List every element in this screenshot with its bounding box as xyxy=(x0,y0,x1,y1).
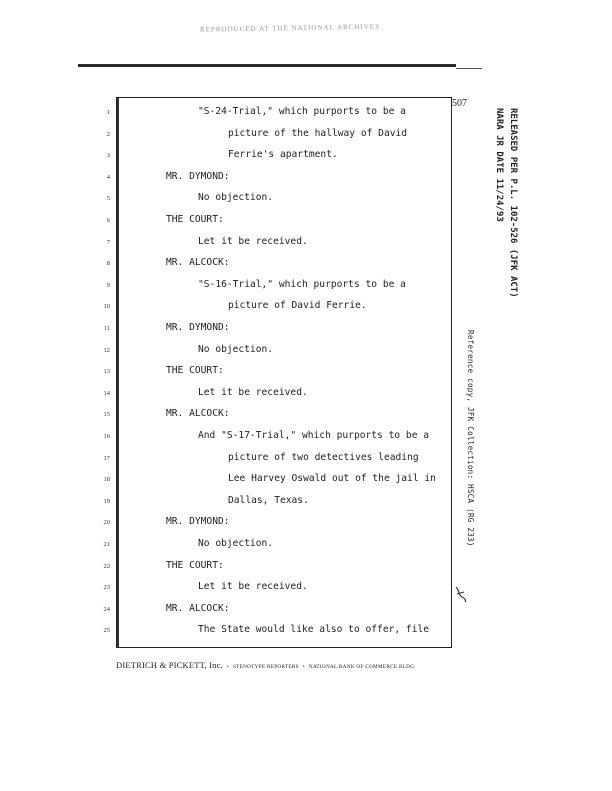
line-number: 1 xyxy=(106,109,110,116)
line-number: 11 xyxy=(103,325,110,332)
line-text: And "S-17-Trial," which purports to be a xyxy=(198,430,430,441)
line-text: THE COURT: xyxy=(166,559,224,571)
line-text: MR. ALCOCK: xyxy=(166,257,230,269)
line-text: "S-24-Trial," which purports to be a xyxy=(198,106,406,117)
line-text: No objection. xyxy=(198,192,274,204)
line-text: THE COURT: xyxy=(166,365,224,377)
line-text: Ferrie's apartment. xyxy=(228,149,338,161)
line-number: 5 xyxy=(106,195,110,203)
line-number: 21 xyxy=(103,541,110,548)
line-number: 22 xyxy=(103,562,110,570)
line-text: MR. DYMOND: xyxy=(166,170,230,182)
line-number: 3 xyxy=(106,152,110,160)
line-text: Let it be received. xyxy=(198,386,308,398)
line-number: 25 xyxy=(103,627,110,635)
line-number: 18 xyxy=(103,476,110,484)
line-text: MR. ALCOCK: xyxy=(166,408,230,420)
line-number: 16 xyxy=(103,433,110,440)
line-number: 17 xyxy=(103,454,110,462)
line-number: 20 xyxy=(103,519,110,527)
top-rule xyxy=(78,64,456,67)
line-text: No objection. xyxy=(198,343,274,355)
firm-name: DIETRICH & PICKETT, Inc. xyxy=(116,660,223,670)
line-number: 13 xyxy=(103,368,110,376)
line-text: The State would like also to offer, file xyxy=(198,624,430,636)
line-number: 7 xyxy=(106,238,110,246)
footer-separator: • xyxy=(226,664,229,670)
line-text: MR. DYMOND: xyxy=(166,516,230,528)
line-text: Lee Harvey Oswald out of the jail in xyxy=(228,473,436,485)
reference-copy-note: Reference copy, JFK Collection: HSCA (RG 233) xyxy=(466,330,475,547)
line-text: Let it be received. xyxy=(198,235,308,247)
line-number: 24 xyxy=(103,605,110,613)
line-number: 19 xyxy=(103,497,110,505)
line-text: No objection. xyxy=(198,538,274,549)
line-number: 4 xyxy=(106,173,110,181)
footer-reporters: STENOTYPE REPORTERS xyxy=(233,664,299,670)
line-text: "S-16-Trial," which purports to be a xyxy=(198,278,406,290)
line-number: 23 xyxy=(103,584,110,592)
line-number: 10 xyxy=(103,303,110,311)
line-number: 8 xyxy=(106,260,110,268)
release-stamp-line1: RELEASED PER P.L. 102-526 (JFK ACT) xyxy=(508,108,518,298)
line-number: 6 xyxy=(106,217,110,224)
line-text: Let it be received. xyxy=(198,581,308,593)
line-number: 15 xyxy=(103,411,110,419)
line-text: picture of David Ferrie. xyxy=(228,300,367,312)
line-number: 14 xyxy=(103,389,110,397)
line-text: MR. ALCOCK: xyxy=(166,602,230,614)
release-stamp-line2: NARA JR DATE 11/24/93 xyxy=(494,108,504,222)
line-number: 12 xyxy=(103,346,110,354)
line-text: picture of the hallway of David xyxy=(228,127,408,139)
footer-separator: • xyxy=(302,664,305,670)
line-text: Dallas, Texas. xyxy=(228,494,309,506)
line-number: 2 xyxy=(106,130,110,138)
reporter-footer xyxy=(116,655,416,673)
line-text: THE COURT: xyxy=(166,214,224,225)
page-number: 507 xyxy=(452,98,467,109)
footer-bank: NATIONAL BANK OF COMMERCE BLDG. xyxy=(308,664,416,670)
top-rule-extension xyxy=(456,68,482,69)
line-text: MR. DYMOND: xyxy=(166,322,230,333)
archives-stamp: REPRODUCED AT THE NATIONAL ARCHIVES xyxy=(199,22,380,34)
line-number: 9 xyxy=(106,281,110,289)
handwritten-mark-icon xyxy=(454,585,468,603)
line-text: picture of two detectives leading xyxy=(228,451,419,463)
